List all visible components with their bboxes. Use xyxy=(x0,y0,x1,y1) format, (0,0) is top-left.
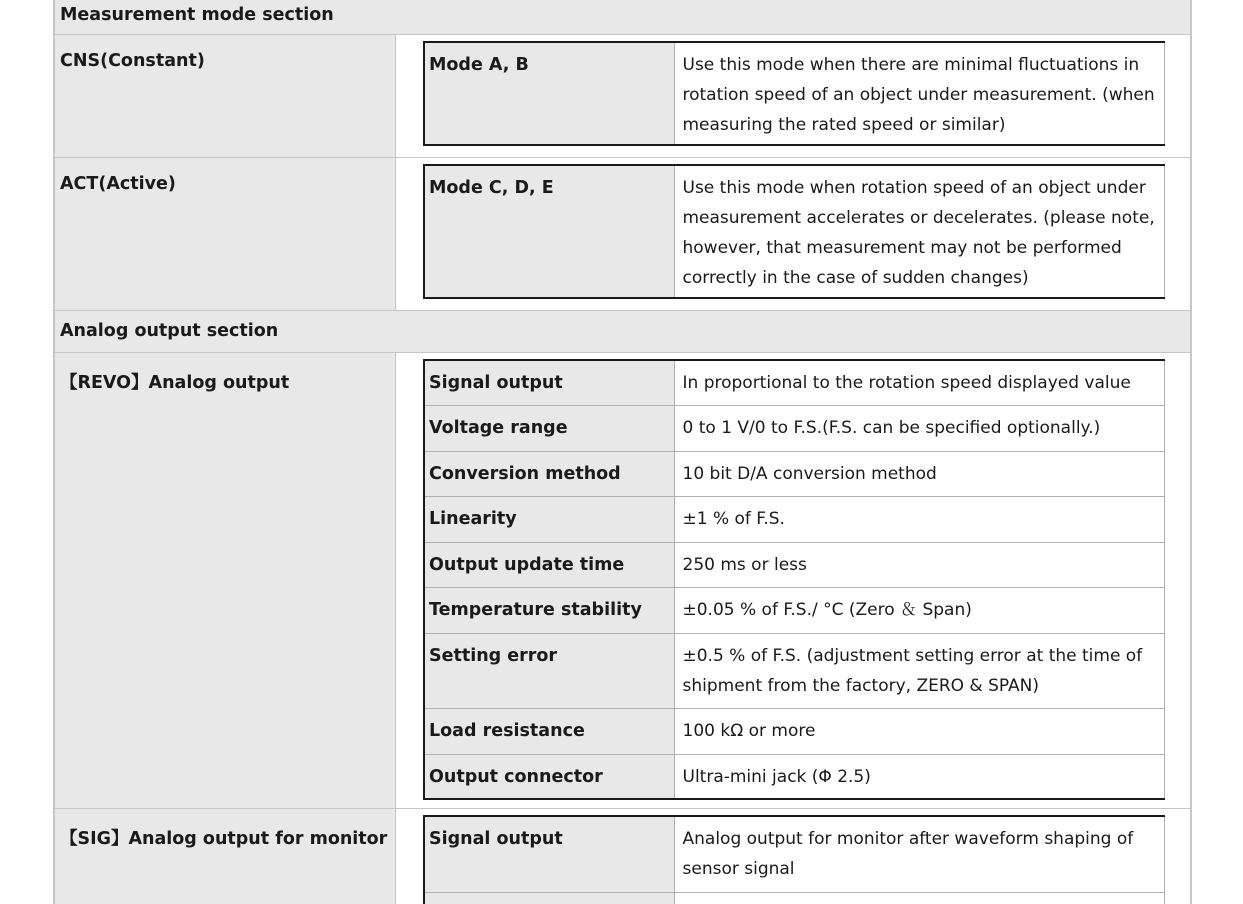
sig-spec-table xyxy=(423,815,1165,904)
cell-key: Conversion method xyxy=(424,451,674,496)
row-label: 【SIG】Analog output for monitor xyxy=(55,809,396,904)
cell-value: In proportional to the rotation speed displayed value xyxy=(674,360,1165,405)
cell-value: ±0.05 % of F.S./ °C (Zero ＆ Span) xyxy=(674,587,1165,633)
section-title: Analog output section xyxy=(60,321,279,341)
cell-value: 10 bit D/A conversion method xyxy=(674,451,1165,496)
cell-value: Use this mode when there are minimal fluctuations in rotation speed of an object under measurement. (when measuring the rated speed or similar) xyxy=(682,55,1155,135)
cell-key: Temperature stability xyxy=(424,587,674,633)
spec-row-cns xyxy=(55,35,1190,158)
cell-value: Use this mode when rotation speed of an object under measurement accelerates or decelerates. (please note, however, that measurement may not be performed correctly in the case of sudden changes) xyxy=(682,178,1155,288)
cell-key: Voltage range xyxy=(424,405,674,451)
cell-value xyxy=(674,892,1165,904)
revo-spec-table xyxy=(423,359,1165,800)
mode-table-act xyxy=(423,164,1165,299)
cell-key: Signal output xyxy=(424,360,674,405)
spec-row-sig xyxy=(55,809,1190,904)
cell-value: ±0.5 % of F.S. (adjustment setting error at the time of shipment from the factory, ZERO & SPAN) xyxy=(674,633,1165,708)
cell-key: Mode C, D, E xyxy=(424,165,674,298)
row-label: CNS(Constant) xyxy=(55,35,396,157)
cell-key: Output update time xyxy=(424,542,674,587)
cell-key: Setting error xyxy=(424,633,674,708)
cell-value: 0 to 1 V/0 to F.S.(F.S. can be specified optionally.) xyxy=(674,405,1165,451)
cell-value: ±1 % of F.S. xyxy=(674,496,1165,542)
cell-key: Output connector xyxy=(424,754,674,799)
row-label: ACT(Active) xyxy=(55,158,396,310)
section-header-analog-output xyxy=(55,311,1190,353)
spec-row-revo xyxy=(55,353,1190,809)
row-label: 【REVO】Analog output xyxy=(55,353,396,808)
section-header-measurement-mode xyxy=(55,0,1190,35)
spec-row-act xyxy=(55,158,1190,311)
cell-key xyxy=(424,892,674,904)
cell-key: Mode A, B xyxy=(424,42,674,145)
cell-value: Ultra-mini jack (Φ 2.5) xyxy=(682,766,871,787)
cell-value: 250 ms or less xyxy=(674,542,1165,587)
cell-value: Analog output for monitor after waveform shaping of sensor signal xyxy=(674,816,1165,892)
cell-key: Load resistance xyxy=(424,708,674,754)
spec-table xyxy=(53,0,1192,904)
cell-key: Linearity xyxy=(424,496,674,542)
section-title: Measurement mode section xyxy=(60,5,334,25)
cell-value: 100 kΩ or more xyxy=(674,708,1165,754)
mode-table-cns xyxy=(423,41,1165,146)
cell-key: Signal output xyxy=(424,816,674,892)
